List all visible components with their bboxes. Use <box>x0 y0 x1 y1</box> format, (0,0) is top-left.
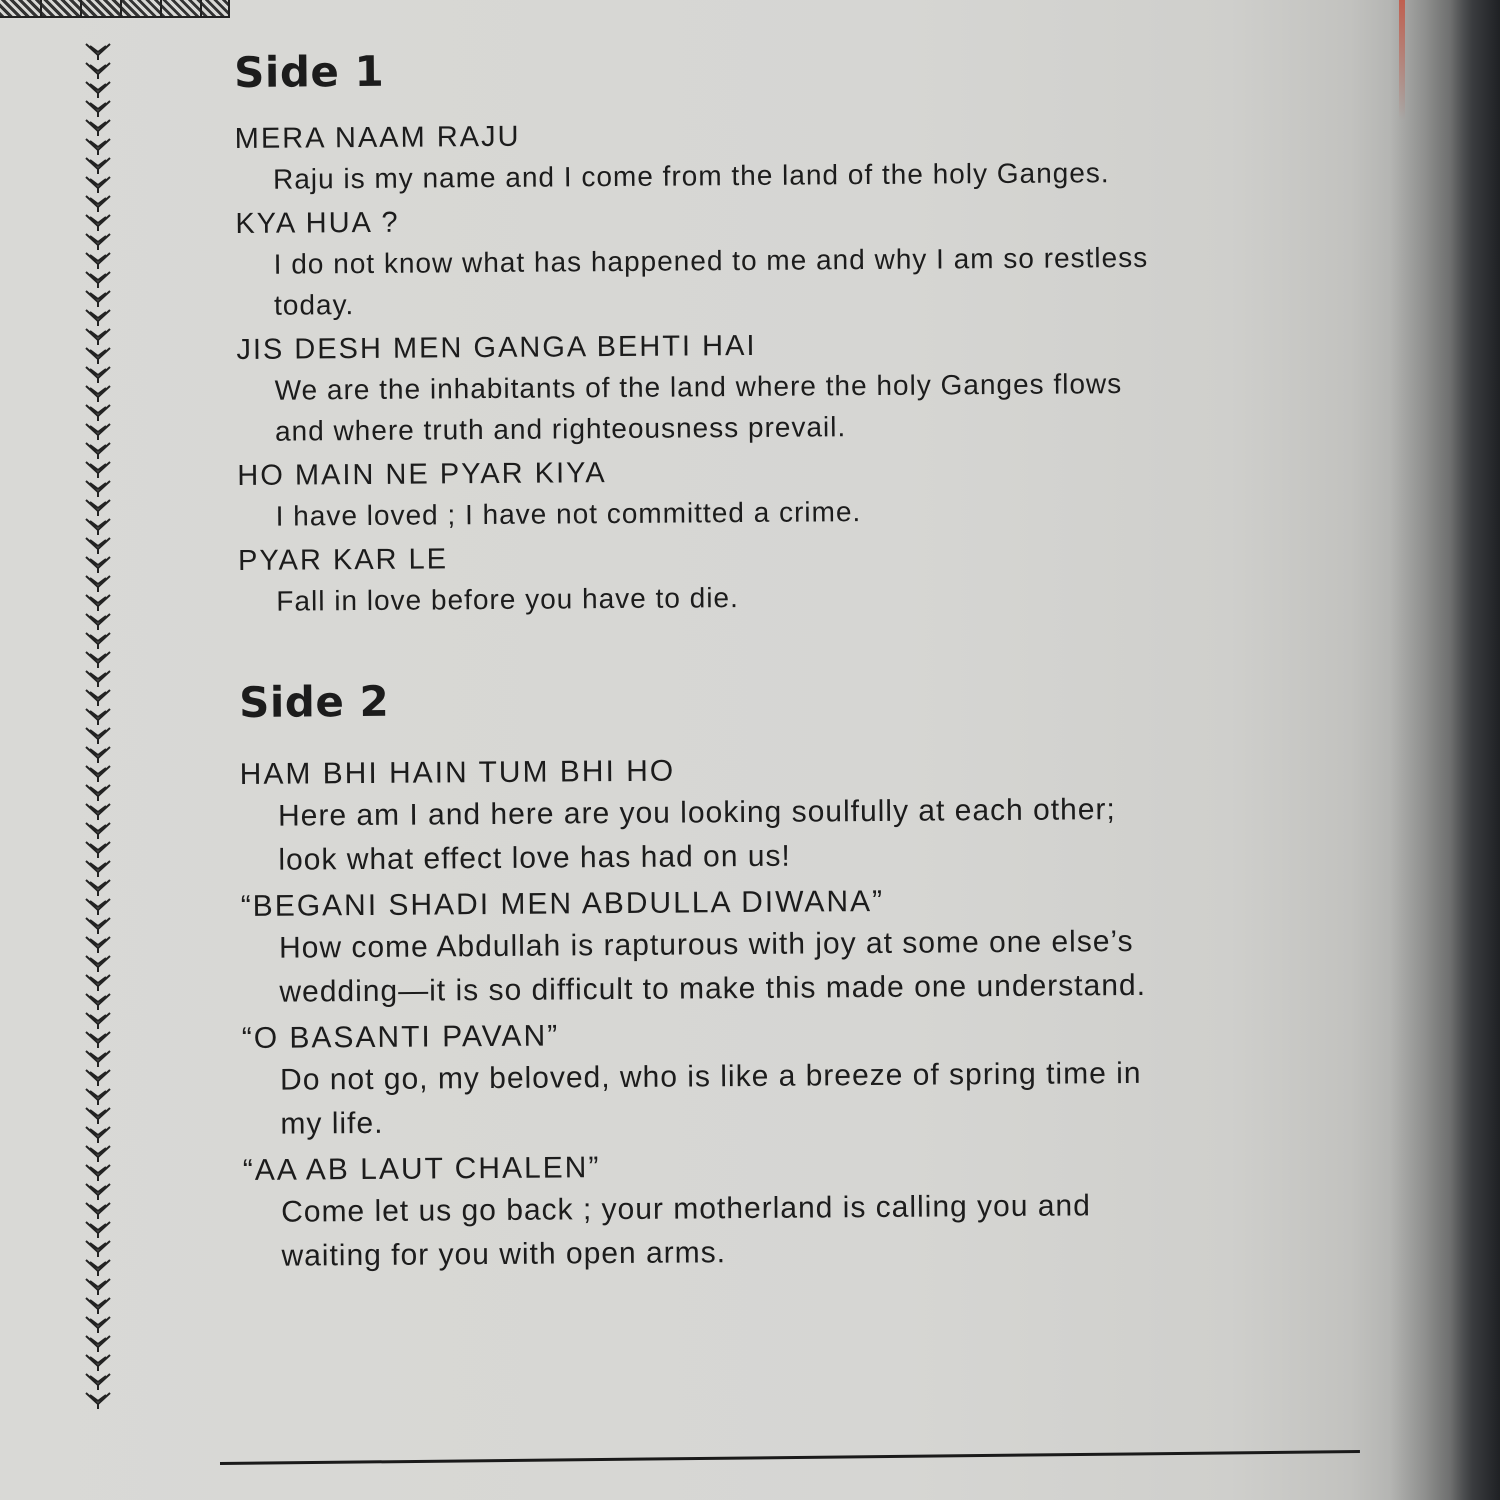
chevron-motif-icon <box>86 424 110 440</box>
chevron-motif-icon <box>86 1203 110 1219</box>
chevron-motif-icon <box>86 291 110 307</box>
track-title: MERA NAAM RAJU <box>234 120 521 155</box>
chevron-motif-icon <box>86 348 110 364</box>
chevron-motif-icon <box>86 329 110 345</box>
chevron-motif-icon <box>86 1317 110 1333</box>
chevron-motif-icon <box>86 1298 110 1314</box>
chevron-motif-icon <box>86 614 110 630</box>
hatched-corner-box <box>0 0 230 18</box>
chevron-motif-icon <box>86 1336 110 1352</box>
page-edge-shadow <box>1390 0 1500 1500</box>
track-item <box>242 1012 1163 1147</box>
chevron-motif-icon <box>86 1241 110 1257</box>
chevron-motif-icon <box>86 1279 110 1295</box>
chevron-motif-icon <box>86 1032 110 1048</box>
bottom-rule <box>220 1450 1360 1465</box>
chevron-motif-icon <box>86 234 110 250</box>
track-listing <box>234 41 1164 1283</box>
chevron-motif-icon <box>86 652 110 668</box>
chevron-motif-icon <box>86 63 110 79</box>
track-item <box>240 748 1161 883</box>
chevron-motif-icon <box>86 899 110 915</box>
chevron-motif-icon <box>86 1051 110 1067</box>
track-title: “AA AB LAUT CHALEN” <box>242 1151 601 1187</box>
chevron-motif-icon <box>86 1222 110 1238</box>
track-description: I have loved ; I have not committed a crime. <box>275 496 862 532</box>
track-description: I do not know what has happened to me and why I am so restless today. <box>273 241 1149 321</box>
chevron-motif-icon <box>86 519 110 535</box>
chevron-motif-icon <box>86 1355 110 1371</box>
page-edge-accent <box>1399 0 1405 120</box>
chevron-motif-icon <box>86 177 110 193</box>
chevron-motif-icon <box>86 158 110 174</box>
track-item <box>235 197 1156 326</box>
chevron-motif-icon <box>86 310 110 326</box>
chevron-motif-icon <box>86 1070 110 1086</box>
chevron-motif-icon <box>86 253 110 269</box>
chevron-motif-icon <box>86 709 110 725</box>
chevron-motif-icon <box>86 272 110 288</box>
chevron-motif-icon <box>86 386 110 402</box>
side-1-section <box>234 41 1158 622</box>
chevron-motif-icon <box>86 443 110 459</box>
track-item <box>236 323 1157 452</box>
chevron-motif-icon <box>86 538 110 554</box>
chevron-arrow-border-icon <box>78 40 118 1410</box>
chevron-motif-icon <box>86 994 110 1010</box>
track-description: Do not go, my beloved, who is like a breeze of spring time in my life. <box>279 1056 1142 1141</box>
chevron-motif-icon <box>86 500 110 516</box>
track-item <box>235 112 1156 200</box>
chevron-motif-icon <box>86 842 110 858</box>
chevron-motif-icon <box>86 196 110 212</box>
chevron-motif-icon <box>86 690 110 706</box>
track-description: Come let us go back ; your motherland is calling you and waiting for you with open arms. <box>281 1189 1091 1273</box>
chevron-motif-icon <box>86 1013 110 1029</box>
chevron-motif-icon <box>86 747 110 763</box>
chevron-motif-icon <box>86 1165 110 1181</box>
track-description: Here am I and here are you looking soulfully at each other; look what effect love has had on us! <box>277 793 1116 877</box>
chevron-motif-icon <box>86 367 110 383</box>
chevron-motif-icon <box>86 1089 110 1105</box>
chevron-motif-icon <box>86 671 110 687</box>
chevron-motif-icon <box>86 804 110 820</box>
track-item <box>237 449 1158 537</box>
chevron-motif-icon <box>86 975 110 991</box>
chevron-motif-icon <box>86 861 110 877</box>
chevron-motif-icon <box>86 557 110 573</box>
chevron-motif-icon <box>86 481 110 497</box>
chevron-motif-icon <box>86 880 110 896</box>
chevron-motif-icon <box>86 462 110 478</box>
chevron-motif-icon <box>86 595 110 611</box>
chevron-motif-icon <box>86 576 110 592</box>
chevron-motif-icon <box>86 1146 110 1162</box>
side-1-heading: Side 1 <box>234 46 385 97</box>
chevron-motif-icon <box>86 44 110 60</box>
track-title: PYAR KAR LE <box>237 543 449 577</box>
side-2-section <box>239 671 1164 1279</box>
chevron-motif-icon <box>86 766 110 782</box>
chevron-motif-icon <box>86 1393 110 1409</box>
chevron-motif-icon <box>86 785 110 801</box>
chevron-motif-icon <box>86 956 110 972</box>
track-title: KYA HUA ? <box>235 206 400 240</box>
track-title: HO MAIN NE PYAR KIYA <box>237 457 607 492</box>
track-title: JIS DESH MEN GANGA BEHTI HAI <box>236 329 757 366</box>
track-item <box>243 1144 1164 1279</box>
track-description: Raju is my name and I come from the land of the holy Ganges. <box>272 157 1110 195</box>
track-item <box>241 880 1162 1015</box>
track-title: HAM BHI HAIN TUM BHI HO <box>239 754 676 791</box>
chevron-motif-icon <box>86 1260 110 1276</box>
chevron-motif-icon <box>86 120 110 136</box>
track-title: “O BASANTI PAVAN” <box>241 1019 560 1055</box>
chevron-motif-icon <box>86 1127 110 1143</box>
chevron-motif-icon <box>86 1184 110 1200</box>
chevron-motif-icon <box>86 937 110 953</box>
chevron-motif-icon <box>86 82 110 98</box>
track-item <box>238 534 1159 622</box>
chevron-motif-icon <box>86 918 110 934</box>
chevron-motif-icon <box>86 728 110 744</box>
chevron-motif-icon <box>86 633 110 649</box>
chevron-motif-icon <box>86 215 110 231</box>
track-description: Fall in love before you have to die. <box>276 582 739 617</box>
track-description: We are the inhabitants of the land where the holy Ganges flows and where truth and righteousness prevail. <box>274 368 1123 447</box>
track-description: How come Abdullah is rapturous with joy at some one else’s wedding—it is so difficult to make this made one understand. <box>278 924 1147 1009</box>
chevron-motif-icon <box>86 823 110 839</box>
chevron-motif-icon <box>86 139 110 155</box>
chevron-motif-icon <box>86 1374 110 1390</box>
chevron-motif-icon <box>86 1108 110 1124</box>
track-title: “BEGANI SHADI MEN ABDULLA DIWANA” <box>240 884 885 923</box>
chevron-motif-icon <box>86 101 110 117</box>
side-2-heading: Side 2 <box>238 676 390 727</box>
chevron-motif-icon <box>86 405 110 421</box>
